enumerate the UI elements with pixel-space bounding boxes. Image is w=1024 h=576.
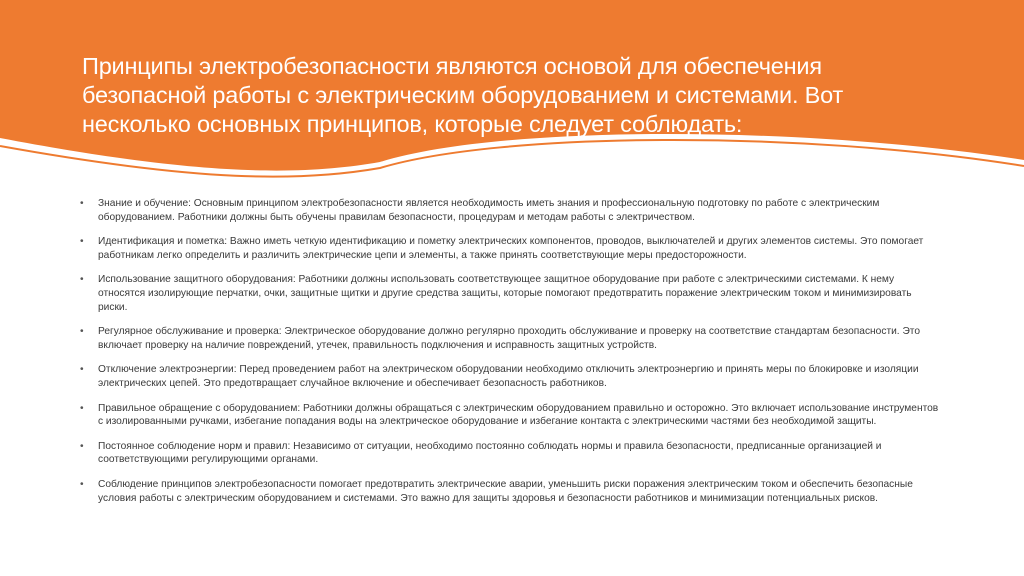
bullet-text: Правильное обращение с оборудованием: Работники должны обращаться с электрическим оборудованием правильно и осторожно. Это включает использование инструментов с изолированными ручками, избегание попадания воды на электрическое оборудование и избегание контакта с электрическими частями без необходимой защиты. [98,402,939,428]
bullet-text: Соблюдение принципов электробезопасности помогает предотвратить электрические аварии, уменьшить риски поражения электрическим током и обеспечить безопасные условия работы с электрическим оборудованием и системами. Это важно для защиты здоровья и безопасности работников и минимизации потенциальных рисков. [98,478,913,504]
slide-title: Принципы электробезопасности являются основой для обеспечения безопасной работы с электрическим оборудованием и системами. Вот несколько основных принципов, которые следует соблюдать: [82,53,844,137]
bullet-text: Знание и обучение: Основным принципом электробезопасности является необходимость иметь знания и профессиональную подготовку по работе с электрическим оборудованием. Работники должны быть обучены правилам безопасности, процедурам и методам работы с электричеством. [98,198,880,223]
bullet-text: Регулярное обслуживание и проверка: Электрическое оборудование должно регулярно проходить обслуживание и проверку на соответствие стандартам безопасности. Это включает проверку на наличие повреждений, утечек, правильность подключения и исправность защитных устройств. [98,326,920,351]
bullet-text: Постоянное соблюдение норм и правил: Независимо от ситуации, необходимо постоянно соблюдать нормы и правила безопасности, предписанные организацией и соответствующими регулирующими органами. [98,440,882,466]
bullet-icon: • [80,326,84,338]
bullet-item [80,325,940,352]
bullet-text: Идентификация и пометка: Важно иметь четкую идентификацию и пометку электрических компонентов, проводов, выключателей и других элементов системы. Это помогает работникам легко определить и различить электрические цепи и элементы, а также принять соответствующие меры предосторожности. [98,236,924,261]
bullet-icon: • [80,440,84,452]
bullet-list [80,197,940,516]
bullet-text: Отключение электроэнергии: Перед проведением работ на электрическом оборудовании необходимо отключить электроэнергию и принять меры по блокировке и изоляции электрических цепей. Это предотвращает случайное включение и обеспечивает безопасность работников. [98,364,919,389]
bullet-icon: • [80,198,84,209]
bullet-item [80,478,940,505]
bullet-icon: • [80,402,84,414]
bullet-item [80,197,940,224]
bullet-icon: • [80,478,84,490]
bullet-icon: • [80,236,84,248]
bullet-item [80,273,940,314]
bullet-icon: • [80,364,84,376]
bullet-item [80,235,940,262]
bullet-item [80,363,940,390]
bullet-item [80,440,940,467]
bullet-text: Использование защитного оборудования: Работники должны использовать соответствующее защитное оборудование при работе с электрическими системами. К нему относятся изолирующие перчатки, очки, защитные щитки и другие средства защиты, которые помогают предотвратить поражение электрическим током и минимизировать риски. [98,274,912,313]
bullet-icon: • [80,274,84,286]
bullet-item [80,402,940,429]
